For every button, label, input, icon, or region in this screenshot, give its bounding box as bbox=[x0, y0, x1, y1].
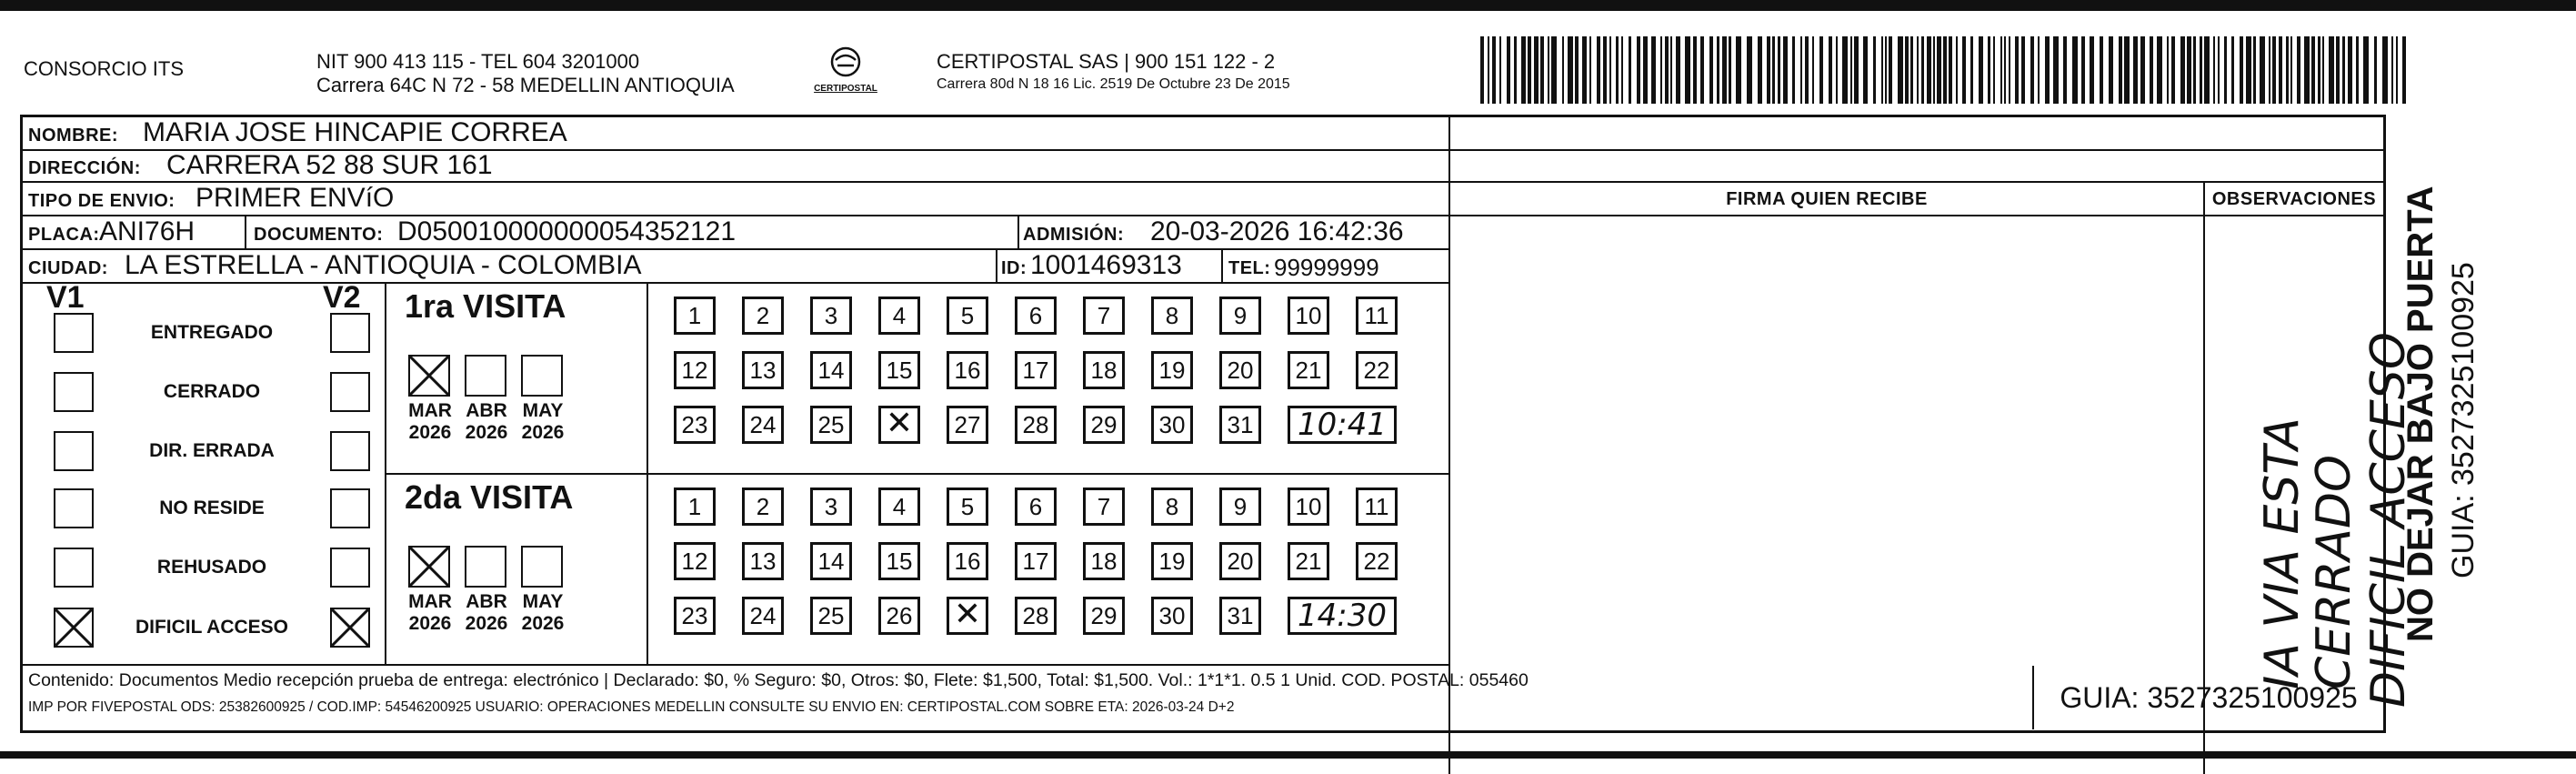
side-guia: GUIA: 3527325100925 bbox=[2446, 262, 2481, 578]
day-29[interactable]: 29 bbox=[1083, 406, 1125, 444]
admision-value: 20-03-2026 16:42:36 bbox=[1150, 216, 1404, 246]
v2-checkbox[interactable] bbox=[330, 608, 370, 648]
day-10[interactable]: 10 bbox=[1288, 488, 1329, 526]
month-label: ABR bbox=[466, 400, 507, 421]
admision-label: ADMISIÓN: bbox=[1023, 225, 1125, 245]
admision-divider bbox=[1017, 216, 1019, 250]
nombre-value: MARIA JOSE HINCAPIE CORREA bbox=[143, 117, 567, 147]
month-label-group bbox=[403, 400, 457, 444]
day-8[interactable]: 8 bbox=[1151, 488, 1193, 526]
day-16[interactable]: 16 bbox=[947, 351, 988, 389]
company-name: CONSORCIO ITS bbox=[24, 57, 185, 80]
observaciones-header bbox=[2203, 183, 2383, 216]
tel-value: 99999999 bbox=[1274, 254, 1379, 281]
visits-block bbox=[23, 280, 1448, 666]
visit-time[interactable]: 14:30 bbox=[1288, 597, 1397, 635]
month-year: 2026 bbox=[521, 613, 565, 634]
day-17[interactable]: 17 bbox=[1015, 351, 1057, 389]
ciudad-label: CIUDAD: bbox=[28, 258, 108, 278]
day-13[interactable]: 13 bbox=[742, 542, 784, 580]
day-2[interactable]: 2 bbox=[742, 488, 784, 526]
month-year: 2026 bbox=[408, 422, 452, 443]
day-15[interactable]: 15 bbox=[878, 542, 920, 580]
month-checkbox[interactable] bbox=[521, 355, 563, 397]
visit-divider bbox=[385, 473, 1448, 475]
day-28[interactable]: 28 bbox=[1015, 597, 1057, 635]
day-7[interactable]: 7 bbox=[1083, 297, 1125, 335]
v2-checkbox[interactable] bbox=[330, 431, 370, 471]
status-label: REHUSADO bbox=[156, 557, 267, 578]
day-25[interactable]: 25 bbox=[810, 406, 852, 444]
logo-text: CERTIPOSTAL bbox=[814, 84, 877, 94]
day-4[interactable]: 4 bbox=[878, 488, 920, 526]
v1-checkbox[interactable] bbox=[54, 313, 94, 353]
v1-checkbox[interactable] bbox=[54, 548, 94, 588]
day-19[interactable]: 19 bbox=[1151, 351, 1193, 389]
nombre-label: NOMBRE: bbox=[28, 126, 119, 146]
day-16[interactable]: 16 bbox=[947, 542, 988, 580]
day-22[interactable]: 22 bbox=[1356, 542, 1398, 580]
day-23[interactable]: 23 bbox=[674, 597, 716, 635]
day-18[interactable]: 18 bbox=[1083, 351, 1125, 389]
day-13[interactable]: 13 bbox=[742, 351, 784, 389]
day-3[interactable]: 3 bbox=[810, 297, 852, 335]
side-warning: NO DEJAR BAJO PUERTA bbox=[2401, 186, 2441, 642]
month-year: 2026 bbox=[521, 422, 565, 443]
company-address: Carrera 64C N 72 - 58 MEDELLIN ANTIOQUIA bbox=[316, 74, 735, 96]
v2-checkbox[interactable] bbox=[330, 548, 370, 588]
firma-header bbox=[1448, 183, 2203, 216]
day-8[interactable]: 8 bbox=[1151, 297, 1193, 335]
carrier-license: Carrera 80d N 18 16 Lic. 2519 De Octubre 23 De 2015 bbox=[937, 76, 1290, 92]
day-27[interactable]: 27 bbox=[947, 406, 988, 444]
direccion-label: DIRECCIÓN: bbox=[28, 158, 141, 178]
visit-time[interactable]: 10:41 bbox=[1288, 406, 1397, 444]
month-label: ABR bbox=[466, 591, 507, 612]
month-year: 2026 bbox=[465, 422, 508, 443]
v1-label: V1 bbox=[46, 280, 85, 315]
month-label: MAY bbox=[522, 400, 564, 421]
observaciones-line-1: IA VIA ESTA bbox=[2255, 417, 2310, 689]
day-21[interactable]: 21 bbox=[1288, 351, 1329, 389]
day-30[interactable]: 30 bbox=[1151, 406, 1193, 444]
day-11[interactable]: 11 bbox=[1356, 488, 1398, 526]
day-2[interactable]: 2 bbox=[742, 297, 784, 335]
day-31[interactable]: 31 bbox=[1219, 597, 1261, 635]
status-label: ENTREGADO bbox=[150, 322, 274, 343]
tel-label: TEL: bbox=[1228, 258, 1271, 278]
month-checkbox[interactable] bbox=[408, 546, 450, 588]
day-11[interactable]: 11 bbox=[1356, 297, 1398, 335]
v2-checkbox[interactable] bbox=[330, 488, 370, 528]
observaciones-label: OBSERVACIONES bbox=[2211, 189, 2377, 209]
row-placa bbox=[23, 216, 1448, 250]
day-30[interactable]: 30 bbox=[1151, 597, 1193, 635]
day-31[interactable]: 31 bbox=[1219, 406, 1261, 444]
month-label: MAR bbox=[408, 400, 452, 421]
day-26[interactable]: 26 bbox=[878, 597, 920, 635]
month-checkbox[interactable] bbox=[521, 546, 563, 588]
id-divider bbox=[996, 250, 997, 284]
footer-guia: GUIA: 3527325100925 bbox=[2032, 666, 2383, 729]
direccion-value: CARRERA 52 88 SUR 161 bbox=[166, 150, 493, 180]
v2-checkbox[interactable] bbox=[330, 313, 370, 353]
month-label-group bbox=[459, 400, 514, 444]
barcode bbox=[1480, 36, 2408, 104]
day-4[interactable]: 4 bbox=[878, 297, 920, 335]
observaciones-line-2: CERRADO bbox=[2307, 455, 2361, 689]
day-19[interactable]: 19 bbox=[1151, 542, 1193, 580]
month-year: 2026 bbox=[408, 613, 452, 634]
day-6[interactable]: 6 bbox=[1015, 488, 1057, 526]
company-nit-tel: NIT 900 413 115 - TEL 604 3201000 bbox=[316, 50, 640, 73]
month-checkbox[interactable] bbox=[408, 355, 450, 397]
month-label-group bbox=[516, 400, 570, 444]
day-5[interactable]: 5 bbox=[947, 488, 988, 526]
day-1[interactable]: 1 bbox=[674, 488, 716, 526]
day-24[interactable]: 24 bbox=[742, 597, 784, 635]
tipo-label: TIPO DE ENVIO: bbox=[28, 191, 175, 211]
status-label: CERRADO bbox=[163, 381, 261, 402]
day-12[interactable]: 12 bbox=[674, 351, 716, 389]
day-26[interactable] bbox=[878, 406, 920, 444]
month-checkbox[interactable] bbox=[465, 355, 506, 397]
day-23[interactable]: 23 bbox=[674, 406, 716, 444]
day-17[interactable]: 17 bbox=[1015, 542, 1057, 580]
observaciones-line-3: DIFICIL ACCESO bbox=[2361, 332, 2416, 708]
day-29[interactable]: 29 bbox=[1083, 597, 1125, 635]
v1-checkbox[interactable] bbox=[54, 608, 94, 648]
month-checkbox[interactable] bbox=[465, 546, 506, 588]
month-label-group bbox=[403, 591, 457, 635]
v2-label: V2 bbox=[323, 280, 361, 315]
firma-label: FIRMA QUIEN RECIBE bbox=[1726, 189, 1928, 209]
documento-label: DOCUMENTO: bbox=[254, 225, 384, 245]
id-label: ID: bbox=[1001, 258, 1027, 278]
month-label: MAR bbox=[408, 591, 452, 612]
ciudad-value: LA ESTRELLA - ANTIOQUIA - COLOMBIA bbox=[125, 250, 642, 280]
visit-title: 1ra VISITA bbox=[405, 287, 566, 325]
day-10[interactable]: 10 bbox=[1288, 297, 1329, 335]
day-20[interactable]: 20 bbox=[1219, 351, 1261, 389]
day-21[interactable]: 21 bbox=[1288, 542, 1329, 580]
day-3[interactable]: 3 bbox=[810, 488, 852, 526]
status-label: NO RESIDE bbox=[159, 498, 265, 518]
status-divider bbox=[385, 284, 386, 666]
day-20[interactable]: 20 bbox=[1219, 542, 1261, 580]
footer-imp: IMP POR FIVEPOSTAL ODS: 25382600925 / COD.IMP: 54546200925 USUARIO: OPERACIONES MEDELLIN CONSULTE SU ENVIO EN: CERTIPOSTAL.COM SOBRE ETA: 2026-03-24 D+2 bbox=[28, 699, 1235, 715]
day-9[interactable]: 9 bbox=[1219, 488, 1261, 526]
tipo-value: PRIMER ENVíO bbox=[195, 183, 395, 213]
day-14[interactable]: 14 bbox=[810, 542, 852, 580]
day-24[interactable]: 24 bbox=[742, 406, 784, 444]
v1-checkbox[interactable] bbox=[54, 372, 94, 412]
row-ciudad bbox=[23, 250, 1448, 284]
day-27[interactable] bbox=[947, 597, 988, 635]
calendar-divider bbox=[647, 284, 648, 666]
header-spacer bbox=[1448, 117, 2385, 183]
placa-label: PLACA: bbox=[28, 225, 100, 245]
day-22[interactable]: 22 bbox=[1356, 351, 1398, 389]
month-year: 2026 bbox=[465, 613, 508, 634]
day-1[interactable]: 1 bbox=[674, 297, 716, 335]
day-9[interactable]: 9 bbox=[1219, 297, 1261, 335]
v1-checkbox[interactable] bbox=[54, 488, 94, 528]
visit-title: 2da VISITA bbox=[405, 478, 574, 516]
certipostal-logo bbox=[814, 44, 877, 100]
day-28[interactable]: 28 bbox=[1015, 406, 1057, 444]
carrier-name: CERTIPOSTAL SAS | 900 151 122 - 2 bbox=[937, 50, 1276, 73]
guide-form bbox=[20, 115, 2416, 733]
v1-checkbox[interactable] bbox=[54, 431, 94, 471]
month-label-group bbox=[516, 591, 570, 635]
day-18[interactable]: 18 bbox=[1083, 542, 1125, 580]
day-5[interactable]: 5 bbox=[947, 297, 988, 335]
placa-divider bbox=[245, 216, 246, 250]
month-label: MAY bbox=[522, 591, 564, 612]
status-label: DIR. ERRADA bbox=[149, 440, 275, 461]
v2-checkbox[interactable] bbox=[330, 372, 370, 412]
day-14[interactable]: 14 bbox=[810, 351, 852, 389]
placa-value: ANI76H bbox=[99, 216, 195, 246]
footer-contenido: Contenido: Documentos Medio recepción prueba de entrega: electrónico | Declarado: $0, % Seguro: $0, Otros: $0, Flete: $1,500, Total: $1,500. Vol.: 1*1*1. 0.5 1 Unid. COD. POSTAL: 055460 bbox=[28, 670, 1529, 690]
status-label: DIFICIL ACCESO bbox=[135, 617, 288, 638]
id-value: 1001469313 bbox=[1030, 250, 1182, 280]
day-15[interactable]: 15 bbox=[878, 351, 920, 389]
day-6[interactable]: 6 bbox=[1015, 297, 1057, 335]
month-label-group bbox=[459, 591, 514, 635]
day-7[interactable]: 7 bbox=[1083, 488, 1125, 526]
documento-value: D050010000000054352121 bbox=[397, 216, 737, 246]
day-12[interactable]: 12 bbox=[674, 542, 716, 580]
bottom-edge-bar bbox=[0, 751, 2576, 759]
tel-divider bbox=[1221, 250, 1223, 284]
top-edge-bar bbox=[0, 0, 2576, 11]
day-25[interactable]: 25 bbox=[810, 597, 852, 635]
row-tipo bbox=[23, 183, 1448, 216]
